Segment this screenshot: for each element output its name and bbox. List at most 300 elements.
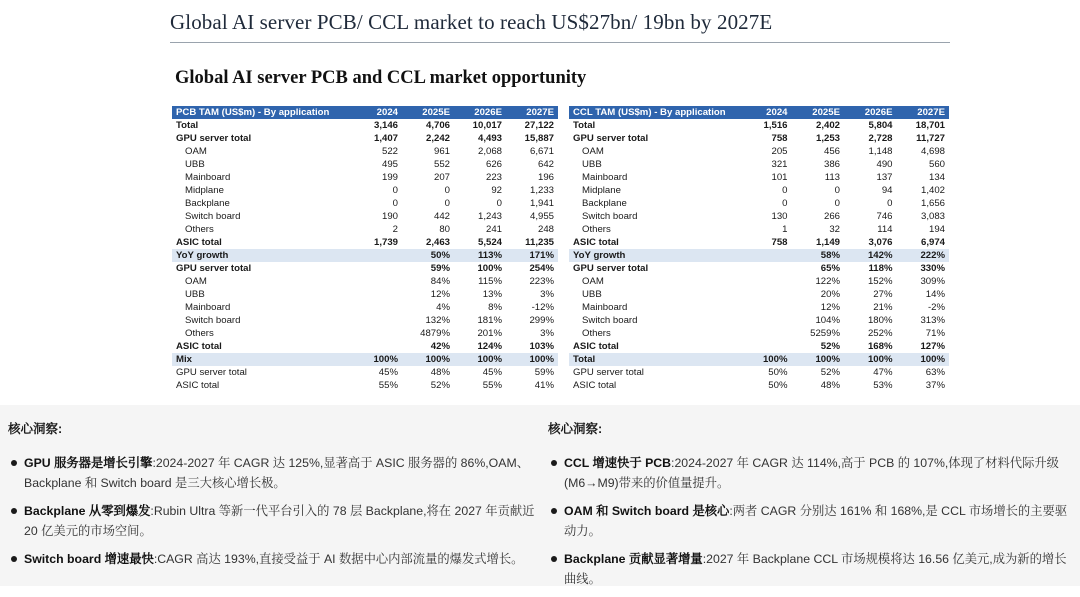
cell-value: 3,083	[920, 210, 945, 222]
ccl-table-row	[569, 184, 949, 197]
row-label: Midplane	[185, 184, 224, 196]
cell-value	[739, 262, 792, 275]
ccl-table-row	[569, 288, 949, 301]
cell-value: 10,017	[472, 119, 502, 131]
ccl-table-row	[569, 379, 949, 392]
row-label: ASIC total	[573, 236, 619, 248]
bullet-icon	[551, 508, 557, 514]
insights-heading: 核心洞察:	[548, 422, 603, 436]
insights-panel-ccl	[548, 405, 1078, 597]
row-label: GPU server total	[573, 262, 649, 274]
insight-lead: GPU 服务器是增长引擎	[24, 456, 153, 470]
bullet-icon	[11, 508, 17, 514]
cell-value: 122%	[815, 275, 840, 287]
cell-value: 55%	[378, 379, 398, 391]
pcb-table-row	[172, 327, 558, 340]
row-label: Switch board	[185, 314, 241, 326]
row-label: OAM	[582, 145, 604, 157]
cell-value: 52%	[430, 379, 450, 391]
cell-value: 11,727	[916, 132, 945, 144]
cell-value: 15,887	[524, 132, 554, 144]
row-label: Backplane	[582, 197, 627, 209]
row-label: ASIC total	[573, 379, 617, 391]
cell-value: 50%	[402, 249, 454, 262]
cell-value: 113	[824, 171, 840, 183]
cell-value: 1,149	[815, 236, 840, 248]
cell-value: 4879%	[420, 327, 450, 339]
cell-value: 4,706	[425, 119, 450, 131]
ccl-table-row	[569, 236, 949, 249]
cell-value: 456	[823, 145, 840, 157]
ccl-table-header	[569, 106, 949, 119]
cell-value: 442	[433, 210, 450, 222]
cell-value: 59%	[430, 262, 450, 274]
row-label: Mainboard	[185, 301, 231, 313]
pcb-table-row	[172, 197, 558, 210]
cell-value: 115%	[478, 275, 502, 287]
insight-lead: Switch board 增速最快	[24, 552, 154, 566]
row-label: GPU server total	[573, 366, 644, 378]
cell-value: 2	[392, 223, 398, 235]
insights-list	[548, 453, 1078, 589]
cell-value: 1,941	[529, 197, 554, 209]
ccl-table-row	[569, 340, 949, 353]
slide-title: Global AI server PCB/ CCL market to reach US$27bn/ 19bn by 2027E	[170, 10, 773, 34]
row-label: Others	[582, 223, 611, 235]
cell-value	[739, 275, 792, 288]
cell-value: 52%	[820, 340, 840, 352]
cell-value: 42%	[430, 340, 450, 352]
cell-value: 50%	[768, 379, 788, 391]
insight-item	[8, 453, 538, 493]
cell-value: 32	[829, 223, 840, 235]
ccl-table-row	[569, 158, 949, 171]
cell-value	[350, 301, 402, 314]
row-label: Switch board	[582, 210, 638, 222]
row-label: ASIC total	[176, 236, 222, 248]
cell-value: 252%	[867, 327, 893, 339]
cell-value: 299%	[529, 314, 554, 326]
row-label: GPU server total	[573, 132, 649, 144]
bullet-icon	[11, 556, 17, 562]
cell-value: 309%	[920, 275, 945, 287]
pcb-table-row	[172, 262, 558, 275]
cell-value: 961	[433, 145, 450, 157]
row-label: UBB	[185, 158, 205, 170]
pcb-tam-table	[172, 106, 558, 392]
cell-value: 386	[823, 158, 840, 170]
cell-value: 199	[381, 171, 398, 183]
cell-value: 92	[491, 184, 502, 196]
row-label: UBB	[185, 288, 205, 300]
insight-lead: OAM 和 Switch board 是核心	[564, 504, 730, 518]
cell-value: 2,463	[425, 236, 450, 248]
cell-value: 101	[771, 171, 788, 183]
insight-lead: Backplane 贡献显著增量	[564, 552, 703, 566]
cell-value: 4%	[436, 301, 450, 313]
cell-value: 12%	[820, 301, 840, 313]
cell-value: 0	[782, 184, 788, 196]
cell-value: 52%	[820, 366, 840, 378]
cell-value: 37%	[925, 379, 945, 391]
ccl-table-row	[569, 301, 949, 314]
cell-value: 0	[834, 197, 840, 209]
insight-item	[8, 501, 538, 541]
cell-value: 4,698	[920, 145, 945, 157]
pcb-table-row	[172, 184, 558, 197]
row-label: OAM	[185, 275, 207, 287]
cell-value: 80	[439, 223, 450, 235]
cell-value: 1,233	[529, 184, 554, 196]
insight-item	[548, 501, 1078, 541]
ccl-header-cell: 2024	[739, 106, 792, 119]
pcb-table-row	[172, 379, 558, 392]
cell-value	[739, 288, 792, 301]
pcb-header-cell: 2025E	[402, 106, 454, 119]
row-label: Mainboard	[582, 301, 628, 313]
row-label: Backplane	[185, 197, 230, 209]
cell-value	[739, 314, 792, 327]
row-label: Others	[185, 327, 214, 339]
cell-value: 13%	[482, 288, 502, 300]
cell-value: 552	[433, 158, 450, 170]
insight-item	[548, 549, 1078, 589]
row-label: Switch board	[185, 210, 241, 222]
cell-value: 114	[877, 223, 893, 235]
pcb-table-row	[172, 119, 558, 132]
cell-value: 127%	[920, 340, 945, 352]
cell-value: 205	[771, 145, 788, 157]
cell-value: 100%	[454, 353, 506, 366]
cell-value: 241	[485, 223, 502, 235]
ccl-table-row	[569, 249, 949, 262]
row-label: ASIC total	[176, 340, 222, 352]
cell-value: 4,493	[477, 132, 502, 144]
cell-value: 266	[823, 210, 840, 222]
cell-value: 8%	[488, 301, 502, 313]
cell-value: 11,235	[525, 236, 554, 248]
cell-value	[739, 340, 792, 353]
cell-value: 20%	[820, 288, 840, 300]
cell-value: 746	[876, 210, 893, 222]
cell-value: 65%	[820, 262, 840, 274]
cell-value	[739, 301, 792, 314]
ccl-table-row	[569, 210, 949, 223]
cell-value: 3%	[540, 288, 554, 300]
cell-value: 48%	[820, 379, 840, 391]
cell-value	[350, 340, 402, 353]
cell-value: 134	[928, 171, 945, 183]
insight-text: :两者 CAGR 分别达 161% 和 168%,是 CCL 市场增长的主要驱动力。	[564, 504, 1068, 538]
ccl-table-row	[569, 275, 949, 288]
pcb-table-row	[172, 314, 558, 327]
cell-value: 1	[782, 223, 788, 235]
row-label: UBB	[582, 288, 602, 300]
cell-value: 490	[876, 158, 893, 170]
cell-value: 100%	[792, 353, 845, 366]
cell-value: 59%	[534, 366, 554, 378]
cell-value: 53%	[873, 379, 893, 391]
cell-value: 18,701	[915, 119, 945, 131]
row-label: Total	[573, 119, 596, 131]
cell-value: 1,407	[373, 132, 398, 144]
cell-value: 248	[537, 223, 554, 235]
cell-value: 201%	[477, 327, 502, 339]
cell-value: 3%	[540, 327, 554, 339]
cell-value: 194	[928, 223, 945, 235]
row-label: GPU server total	[176, 132, 252, 144]
cell-value: 2,242	[425, 132, 450, 144]
pcb-table-row	[172, 353, 558, 366]
cell-value: 113%	[454, 249, 506, 262]
row-label: Total	[176, 119, 199, 131]
cell-value: 0	[392, 197, 398, 209]
pcb-table-row	[172, 223, 558, 236]
bullet-icon	[11, 460, 17, 466]
row-label: YoY growth	[172, 249, 350, 262]
cell-value: 223%	[529, 275, 554, 287]
ccl-header-cell: 2027E	[897, 106, 950, 119]
cell-value: 152%	[867, 275, 893, 287]
cell-value: 560	[928, 158, 945, 170]
cell-value: 642	[537, 158, 554, 170]
row-label: UBB	[582, 158, 602, 170]
cell-value: 100%	[739, 353, 792, 366]
cell-value: 100%	[402, 353, 454, 366]
cell-value: 1,253	[815, 132, 840, 144]
ccl-table-row	[569, 132, 949, 145]
cell-value: 118%	[868, 262, 893, 274]
cell-value: 6,671	[529, 145, 554, 157]
pcb-table-row	[172, 171, 558, 184]
ccl-table-row	[569, 145, 949, 158]
cell-value: 137	[876, 171, 893, 183]
cell-value: 100%	[897, 353, 950, 366]
pcb-table-row	[172, 301, 558, 314]
cell-value: 5,804	[868, 119, 893, 131]
cell-value: 222%	[897, 249, 950, 262]
insight-text: :2027 年 Backplane CCL 市场规模将达 16.56 亿美元,成为新的增长曲线。	[564, 552, 1067, 586]
insights-area	[0, 405, 1080, 586]
pcb-table-row	[172, 145, 558, 158]
row-label: ASIC total	[176, 379, 220, 391]
cell-value: 254%	[529, 262, 554, 274]
cell-value: 100%	[844, 353, 897, 366]
cell-value: 190	[381, 210, 398, 222]
cell-value: 27,122	[524, 119, 554, 131]
cell-value: 100%	[477, 262, 502, 274]
row-label: ASIC total	[573, 340, 619, 352]
row-label: Others	[582, 327, 611, 339]
cell-value: 0	[444, 197, 450, 209]
cell-value: 3,146	[373, 119, 398, 131]
cell-value: 27%	[873, 288, 893, 300]
cell-value: 330%	[920, 262, 945, 274]
cell-value	[350, 314, 402, 327]
cell-value: 3,076	[868, 236, 893, 248]
ccl-table-row	[569, 119, 949, 132]
ccl-table-row	[569, 353, 949, 366]
row-label: Mainboard	[582, 171, 628, 183]
cell-value: 522	[381, 145, 398, 157]
ccl-table-row	[569, 223, 949, 236]
pcb-table-row	[172, 340, 558, 353]
pcb-table-row	[172, 158, 558, 171]
cell-value: 0	[782, 197, 788, 209]
pcb-header-cell: 2026E	[454, 106, 506, 119]
cell-value: 223	[485, 171, 502, 183]
cell-value	[350, 327, 402, 340]
cell-value: 6,974	[920, 236, 945, 248]
cell-value: 142%	[844, 249, 897, 262]
insight-text: :2024-2027 年 CAGR 达 125%,显著高于 ASIC 服务器的 86%,OAM、Backplane 和 Switch board 是三大核心增长极。	[24, 456, 529, 490]
cell-value: 5,524	[477, 236, 502, 248]
cell-value: 1,402	[920, 184, 945, 196]
cell-value: 0	[392, 184, 398, 196]
cell-value	[350, 249, 402, 262]
pcb-table-row	[172, 132, 558, 145]
cell-value: 4,955	[529, 210, 554, 222]
ccl-table-row	[569, 327, 949, 340]
pcb-table-row	[172, 210, 558, 223]
cell-value: 45%	[378, 366, 398, 378]
insights-panel-pcb	[8, 405, 538, 577]
cell-value: 1,739	[373, 236, 398, 248]
cell-value: 2,728	[868, 132, 893, 144]
row-label: GPU server total	[176, 366, 247, 378]
cell-value: 130	[771, 210, 788, 222]
cell-value: 0	[887, 197, 893, 209]
title-divider	[170, 42, 950, 43]
ccl-table-row	[569, 171, 949, 184]
cell-value: 2,068	[477, 145, 502, 157]
cell-value: 104%	[815, 314, 840, 326]
pcb-table-row	[172, 236, 558, 249]
cell-value: 100%	[350, 353, 402, 366]
cell-value: 48%	[430, 366, 450, 378]
cell-value: 495	[381, 158, 398, 170]
cell-value: 626	[485, 158, 502, 170]
insights-list	[8, 453, 538, 569]
cell-value: 313%	[920, 314, 945, 326]
cell-value	[350, 262, 402, 275]
cell-value: 47%	[873, 366, 893, 378]
pcb-header-cell: 2027E	[506, 106, 558, 119]
cell-value: 171%	[506, 249, 558, 262]
cell-value: 196	[537, 171, 554, 183]
cell-value: 103%	[529, 340, 554, 352]
insights-heading: 核心洞察:	[8, 422, 63, 436]
row-label: OAM	[582, 275, 604, 287]
bullet-icon	[551, 460, 557, 466]
insight-text: :2024-2027 年 CAGR 达 114%,高于 PCB 的 107%,体现了材料代际升级(M6→M9)带来的价值量提升。	[564, 456, 1059, 490]
row-label: Midplane	[582, 184, 621, 196]
cell-value: 1,243	[477, 210, 502, 222]
cell-value: -12%	[531, 301, 554, 313]
cell-value: 45%	[482, 366, 502, 378]
cell-value: -2%	[927, 301, 945, 313]
cell-value: 55%	[482, 379, 502, 391]
ccl-table-row	[569, 197, 949, 210]
cell-value: 84%	[430, 275, 450, 287]
cell-value: 50%	[768, 366, 788, 378]
ccl-tam-table	[569, 106, 949, 392]
cell-value: 21%	[873, 301, 893, 313]
ccl-header-cell: 2025E	[792, 106, 845, 119]
cell-value: 180%	[867, 314, 893, 326]
cell-value	[739, 327, 792, 340]
ccl-table-row	[569, 366, 949, 379]
cell-value: 132%	[425, 314, 450, 326]
pcb-table-row	[172, 275, 558, 288]
cell-value: 100%	[506, 353, 558, 366]
insight-item	[8, 549, 538, 569]
ccl-header-cell: 2026E	[844, 106, 897, 119]
pcb-table-row	[172, 366, 558, 379]
insight-text: :Rubin Ultra 等新一代平台引入的 78 层 Backplane,将在 2027 年贡献近 20 亿美元的市场空间。	[24, 504, 535, 538]
cell-value: 1,148	[868, 145, 893, 157]
insight-lead: Backplane 从零到爆发	[24, 504, 151, 518]
cell-value: 12%	[430, 288, 450, 300]
cell-value: 41%	[534, 379, 554, 391]
row-label: Others	[185, 223, 214, 235]
insight-lead: CCL 增速快于 PCB	[564, 456, 672, 470]
row-label: GPU server total	[176, 262, 252, 274]
pcb-header-cell: 2024	[350, 106, 402, 119]
row-label: OAM	[185, 145, 207, 157]
cell-value: 2,402	[815, 119, 840, 131]
cell-value: 71%	[925, 327, 945, 339]
cell-value	[739, 249, 792, 262]
row-label: Total	[569, 353, 739, 366]
cell-value: 758	[771, 236, 788, 248]
cell-value: 1,516	[763, 119, 788, 131]
cell-value: 5259%	[810, 327, 840, 339]
cell-value: 168%	[867, 340, 893, 352]
row-label: YoY growth	[569, 249, 739, 262]
row-label: Mainboard	[185, 171, 231, 183]
ccl-header-cell: CCL TAM (US$m) - By application	[569, 106, 739, 119]
pcb-table-row	[172, 288, 558, 301]
cell-value	[350, 275, 402, 288]
cell-value: 758	[771, 132, 788, 144]
cell-value	[350, 288, 402, 301]
row-label: Mix	[172, 353, 350, 366]
cell-value: 58%	[792, 249, 845, 262]
ccl-table-row	[569, 262, 949, 275]
cell-value: 0	[444, 184, 450, 196]
cell-value: 181%	[477, 314, 502, 326]
pcb-header-cell: PCB TAM (US$m) - By application	[172, 106, 350, 119]
bullet-icon	[551, 556, 557, 562]
cell-value: 14%	[925, 288, 945, 300]
insight-item	[548, 453, 1078, 493]
cell-value: 321	[771, 158, 788, 170]
figure-title: Global AI server PCB and CCL market opportunity	[175, 68, 587, 88]
cell-value: 207	[433, 171, 450, 183]
cell-value: 1,656	[920, 197, 945, 209]
cell-value: 94	[881, 184, 893, 196]
pcb-table-header	[172, 106, 558, 119]
cell-value: 63%	[925, 366, 945, 378]
cell-value: 0	[496, 197, 502, 209]
pcb-table-row	[172, 249, 558, 262]
row-label: Switch board	[582, 314, 638, 326]
cell-value: 124%	[477, 340, 502, 352]
cell-value: 0	[834, 184, 840, 196]
ccl-table-row	[569, 314, 949, 327]
insight-text: :CAGR 高达 193%,直接受益于 AI 数据中心内部流量的爆发式增长。	[153, 552, 524, 566]
